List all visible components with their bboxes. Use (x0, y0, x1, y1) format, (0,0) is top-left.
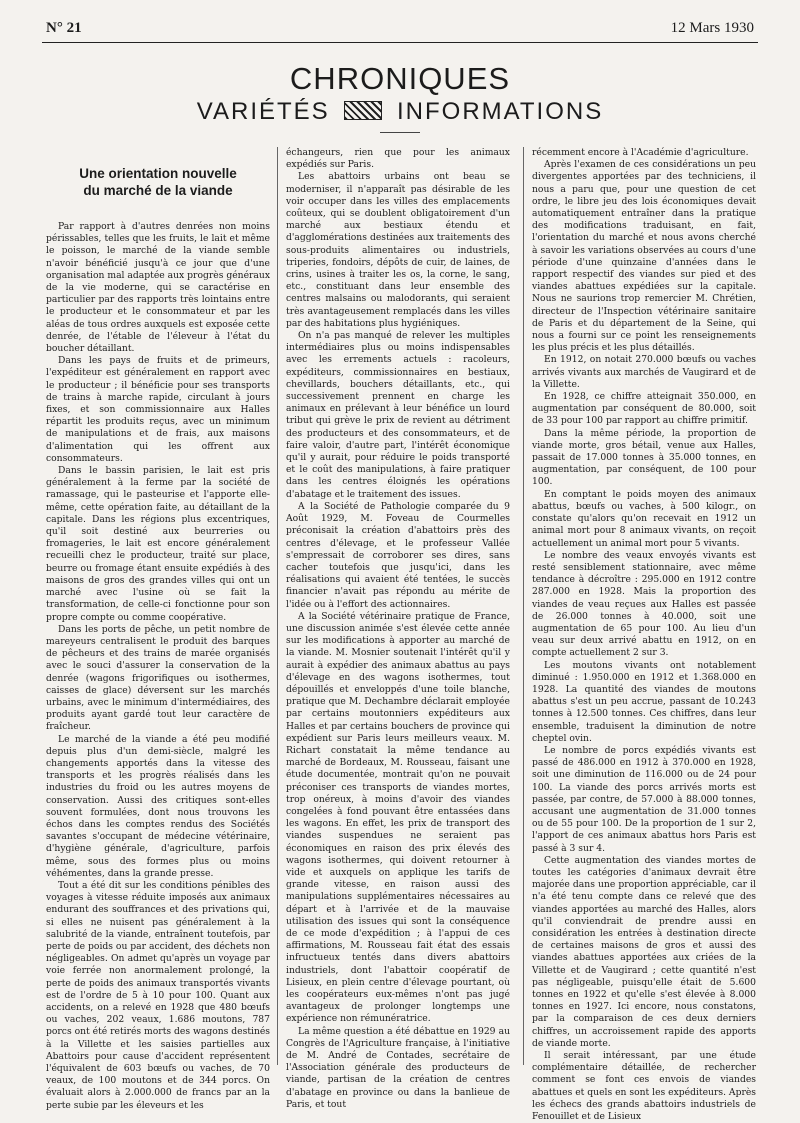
paragraph: Il serait intéressant, par une étude complémentaire détaillée, de rechercher comment se font ces envois de viandes abattues et quels en sont les expéditeurs. Après les échecs des grands abattoirs industriels de Fenouillet et de Lisieux (532, 1050, 756, 1123)
paragraph: Dans le bassin parisien, le lait est pris généralement à la ferme par la société de ramassage, qui le pasteurise et l'apporte elle-même, cette opération faite, au détaillant de la capitale. Dans les régions plus excentriques, qu'il soit destiné aux beurreries ou fromageries, le lait est encore généralement recueilli chez le producteur, traité sur place, beurre ou fromage étant ensuite expédiés à des maisons de gros des grandes villes qui ont un marché avec l'usine où se fait la transformation, de celle-ci fonctionne pour son propre compte ou comme coopérative. (46, 465, 270, 623)
paragraph: Après l'examen de ces considérations un peu divergentes apportées par des techniciens, il nous a paru que, pour une question de cet ordre, le libre jeu des lois économiques devait automatiquement entraîner dans la pratique des modifications traduisant, en fait, l'orientation du marché et nous avons cherché à savoir les variations observées au cours d'une période d'une quinzaine d'années dans le rapport respectif des viandes sur pied et des viandes abattues expédiées sur la capitale. Nous ne saurions trop remercier M. Chrétien, directeur de l'Inspection vétérinaire sanitaire de Paris et du département de la Seine, qui nous a fourni sur ce point les renseignements les plus précis et les plus détaillés. (532, 159, 756, 354)
paragraph: A la Société vétérinaire pratique de France, une discussion animée s'est élevée cette année sur les modifications à apporter au marché de la viande. M. Mosnier soutenait l'intérêt qu'il y aurait à expédier des animaux abattus au pays d'élevage en des wagons isothermes, tout dépouillés et enveloppés d'une toile blanche, pratique que M. Dechambre déclarait employée par certains moutonniers expéditeurs aux Halles et par certains bouchers de province qui expédient sur Paris leurs meilleurs veaux. M. Richart constatait la même tendance au marché de Bordeaux, M. Rousseau, faisant une étude documentée, montrait qu'on ne pouvait préconiser ces transports de viandes mortes, trop onéreux, à moins d'avoir des viandes congelées à fond pouvant être entassées dans les wagons. En effet, les prix de transport des viandes suspendues ne seraient pas économiques en raison des prix élevés des wagons isothermes, qui doivent retourner à vide et auxquels on applique les tarifs de grande vitesse, en raison aussi des manipulations supplémentaires nécessaires au départ et à l'arrivée et de la mauvaise utilisation des issues qui sont la conséquence de ce mode d'expédition ; à l'appui de ces affirmations, M. Rousseau fait état des essais infructueux tentés dans divers abattoirs industriels, dont l'abattoir coopératif de Lisieux, en plein centre d'élevage pourtant, où les coopérateurs eux-mêmes n'ont pas jugé avantageux de prolonger longtemps une expérience non rémunératrice. (286, 610, 510, 1025)
article-title (46, 165, 270, 199)
column-3 (532, 147, 756, 1123)
paragraph-continued: échangeurs, rien que pour les animaux expédiés sur Paris. (286, 147, 510, 171)
paragraph: En 1912, on notait 270.000 bœufs ou vaches arrivés vivants aux marchés de Vaugirard et de la Villette. (532, 354, 756, 390)
paragraph: Dans les ports de pêche, un petit nombre de mareyeurs centralisent le produit des barques de pêcheurs et des trains de marée organisés avec le souci d'assurer la conservation de la denrée (wagons frigorifiques ou isothermes, caisses de glace) déversent sur les marchés urbains, avec le minimum d'intermédiaires, des produits ayant gardé tout leur caractère de fraîcheur. (46, 623, 270, 733)
masthead-left-word: VARIÉTÉS (196, 98, 330, 125)
masthead-rule (380, 132, 420, 133)
issue-number: N° 21 (46, 20, 82, 36)
paragraph: Le nombre de porcs expédiés vivants est passé de 486.000 en 1912 à 370.000 en 1928, soit une diminution de 116.000 ou de 24 pour 100. La viande des porcs arrivés morts est passée, par contre, de 57.000 à 88.000 tonnes, accusant une augmentation de 31.000 tonnes ou de 55 pour 100. De la proportion de 1 sur 2, l'apport de ces animaux abattus hors Paris est passé à 3 sur 4. (532, 744, 756, 854)
section-masthead (0, 62, 800, 126)
issue-date: 12 Mars 1930 (670, 20, 754, 36)
paragraph: Par rapport à d'autres denrées non moins périssables, telles que les fruits, le lait et même le poisson, le marché de la viande semble n'avoir bénéficié jusqu'à ce jour que d'une organisation mal adaptée aux progrès généraux de la vie moderne, qui se caractérise en particulier par des rapports très lointains entre le producteur et le consommateur et par les aléas de tous ordres auxquels est exposée cette denrée, de l'étable de l'éleveur à l'état du boucher détaillant. (46, 221, 270, 355)
article-title-line-1: Une orientation nouvelle (79, 166, 237, 181)
paragraph: Le nombre des veaux envoyés vivants est resté sensiblement stationnaire, avec même tendance à décroître : 295.000 en 1912 contre 287.000 en 1928. Mais la proportion des viandes de veau reçues aux Halles est passée de 26.000 tonnes à 40.000, soit une augmentation de 65 pour 100. Au lieu d'un veau sur deux arrivé abattu en 1912, on en compte actuellement 2 sur 3. (532, 549, 756, 659)
header-rule (42, 42, 758, 43)
paragraph: Tout a été dit sur les conditions pénibles des voyages à vitesse réduite imposés aux animaux endurant des souffrances et des privations qui, si elles ne nuisent pas généralement à la salubrité de la viande, entraînent toutefois, par perte de poids ou par accident, des déchets non négligeables. On admet qu'après un voyage par voie ferrée non anormalement prolongé, la perte de poids des animaux transportés vivants est de l'ordre de 5 à 10 pour 100. Quant aux accidents, on a relevé en 1928 que 480 bœufs ou vaches, 202 veaux, 1.686 moutons, 787 porcs ont été retirés morts des wagons destinés à la Villette et les saisies partielles aux Abattoirs pour cause d'accident représentent l'équivalent de 603 bœufs ou vaches, de 70 veaux, de 100 moutons et de 344 porcs. On évaluait alors à 2.000.000 de francs par an la perte subie par les éleveurs et les (46, 879, 271, 1111)
column-1 (46, 147, 271, 1111)
masthead-right-word: INFORMATIONS (397, 98, 604, 125)
column-rule (277, 147, 278, 1065)
masthead-title: CHRONIQUES (289, 61, 511, 96)
paragraph: Dans la même période, la proportion de viande morte, gros bétail, venue aux Halles, passait de 17.000 tonnes à 35.000 tonnes, en augmentation, par conséquent, de 100 pour 100. (532, 427, 756, 488)
paragraph: Dans les pays de fruits et de primeurs, l'expéditeur est généralement en rapport avec le producteur ; il bénéficie pour ses transports de trains à marche rapide, circulant à jours fixes, et son commissionnaire aux Halles répartit les produits reçus, avec un minimum de manipulations et de frais, aux maisons d'alimentation qui les offrent aux consommateurs. (46, 355, 270, 464)
column-rule (523, 147, 524, 1065)
masthead-subtitle (0, 98, 800, 126)
paragraph: Les abattoirs urbains ont beau se moderniser, il n'apparaît pas désirable de les voir occuper dans les villes des emplacements coûteux, qui se doublent obligatoirement d'un marché aux bestiaux étendu et d'agglomérations destinées aux traitements des sous-produits alimentaires ou industriels, triperies, fondoirs, dépôts de cuir, de laines, de crins, usines à traiter les os, la corne, le sang, etc., constituant dans leur ensemble des centres malsains ou malodorants, qui seraient très avantageusement remplacés dans les villes par des habitations plus hygiéniques. (286, 171, 510, 329)
paragraph: En comptant le poids moyen des animaux abattus, bœufs ou vaches, à 500 kilogr., on constate qu'alors qu'on recevait en 1912 un animal mort pour 8 animaux vivants, on reçoit actuellement un animal mort pour 5 vivants. (532, 488, 756, 549)
paragraph: A la Société de Pathologie comparée du 9 Août 1929, M. Foveau de Courmelles préconisait la création d'abattoirs près des centres d'élevage, et le professeur Vallée s'empressait de corroborer ses dires, sans cacher toutefois que jusqu'ici, dans les réalisations qui avaient été tentées, le succès financier n'avait pas répondu au mérite de l'idée ou à l'effort des actionnaires. (286, 500, 510, 610)
paragraph: Cette augmentation des viandes mortes de toutes les catégories d'animaux devrait être majorée dans une proportion appréciable, car il n'a été tenu compte dans ce relevé que des viandes apportées au marché des Halles, alors qu'il conviendrait de prendre aussi en considération les entrées à destination directe de certaines maisons de gros et aussi des viandes abattues apportées aux criées de la Villette et de Vaugirard ; cette quantité n'est pas négligeable, puisqu'elle était de 5.600 tonnes en 1922 et qu'elle s'est élevée à 8.000 tonnes en 1927. Ici encore, nous constatons, par la comparaison de ces deux derniers chiffres, un accroissement rapide des apports de viande morte. (532, 854, 756, 1049)
paragraph: En 1928, ce chiffre atteignait 350.000, en augmentation par conséquent de 80.000, soit de 33 pour 100 par rapport au chiffre primitif. (532, 391, 756, 427)
column-2 (286, 147, 510, 1110)
paragraph: La même question a été débattue en 1929 au Congrès de l'Agriculture française, à l'initiative de M. André de Contades, secrétaire de l'Association générale des producteurs de viande, partisan de la création de centres d'abatage en province ou dans la banlieue de Paris, et tout (286, 1025, 510, 1110)
ornament-icon (344, 101, 382, 120)
paragraph: Les moutons vivants ont notablement diminué : 1.950.000 en 1912 et 1.368.000 en 1928. La quantité des viandes de moutons abattus s'est un peu accrue, passant de 10.243 tonnes à 12.500 tonnes. Ces chiffres, dans leur ensemble, traduisent la diminution de notre cheptel ovin. (532, 659, 756, 744)
article-title-line-2: du marché de la viande (83, 183, 233, 198)
paragraph-continued: récemment encore à l'Académie d'agriculture. (532, 147, 749, 158)
paragraph: Le marché de la viande a été peu modifié depuis plus d'un demi-siècle, malgré les changements apportés dans la vitesse des transports et les progrès réalisés dans les industries du froid ou les autres moyens de conservation. Aussi des critiques sont-elles souvent formulées, dont nous trouvons les échos dans les comptes rendus des Sociétés savantes s'occupant de médecine vétérinaire, d'hygiène générale, d'agriculture, parfois même, sous des formes plus ou moins véhémentes, dans la grande presse. (46, 733, 270, 879)
paragraph: On n'a pas manqué de relever les multiples intermédiaires plus ou moins indispensables avec les errements actuels : racoleurs, expéditeurs, commissionnaires en bestiaux, chevillards, bouchers détaillants, etc., qui successivement prennent en charge les animaux en prélevant à leur bénéfice un lourd tribut qui grève le prix de revient au détriment des producteurs et des consommateurs, et de faire valoir, d'autre part, l'intérêt économique qu'il y aurait, pour réduire le poids transporté et le coût des manipulations, à faire pratiquer dans les centres éloignés les opérations d'abatage et le traitement des issues. (286, 330, 510, 500)
article-columns (46, 147, 760, 1123)
running-header (46, 20, 754, 40)
